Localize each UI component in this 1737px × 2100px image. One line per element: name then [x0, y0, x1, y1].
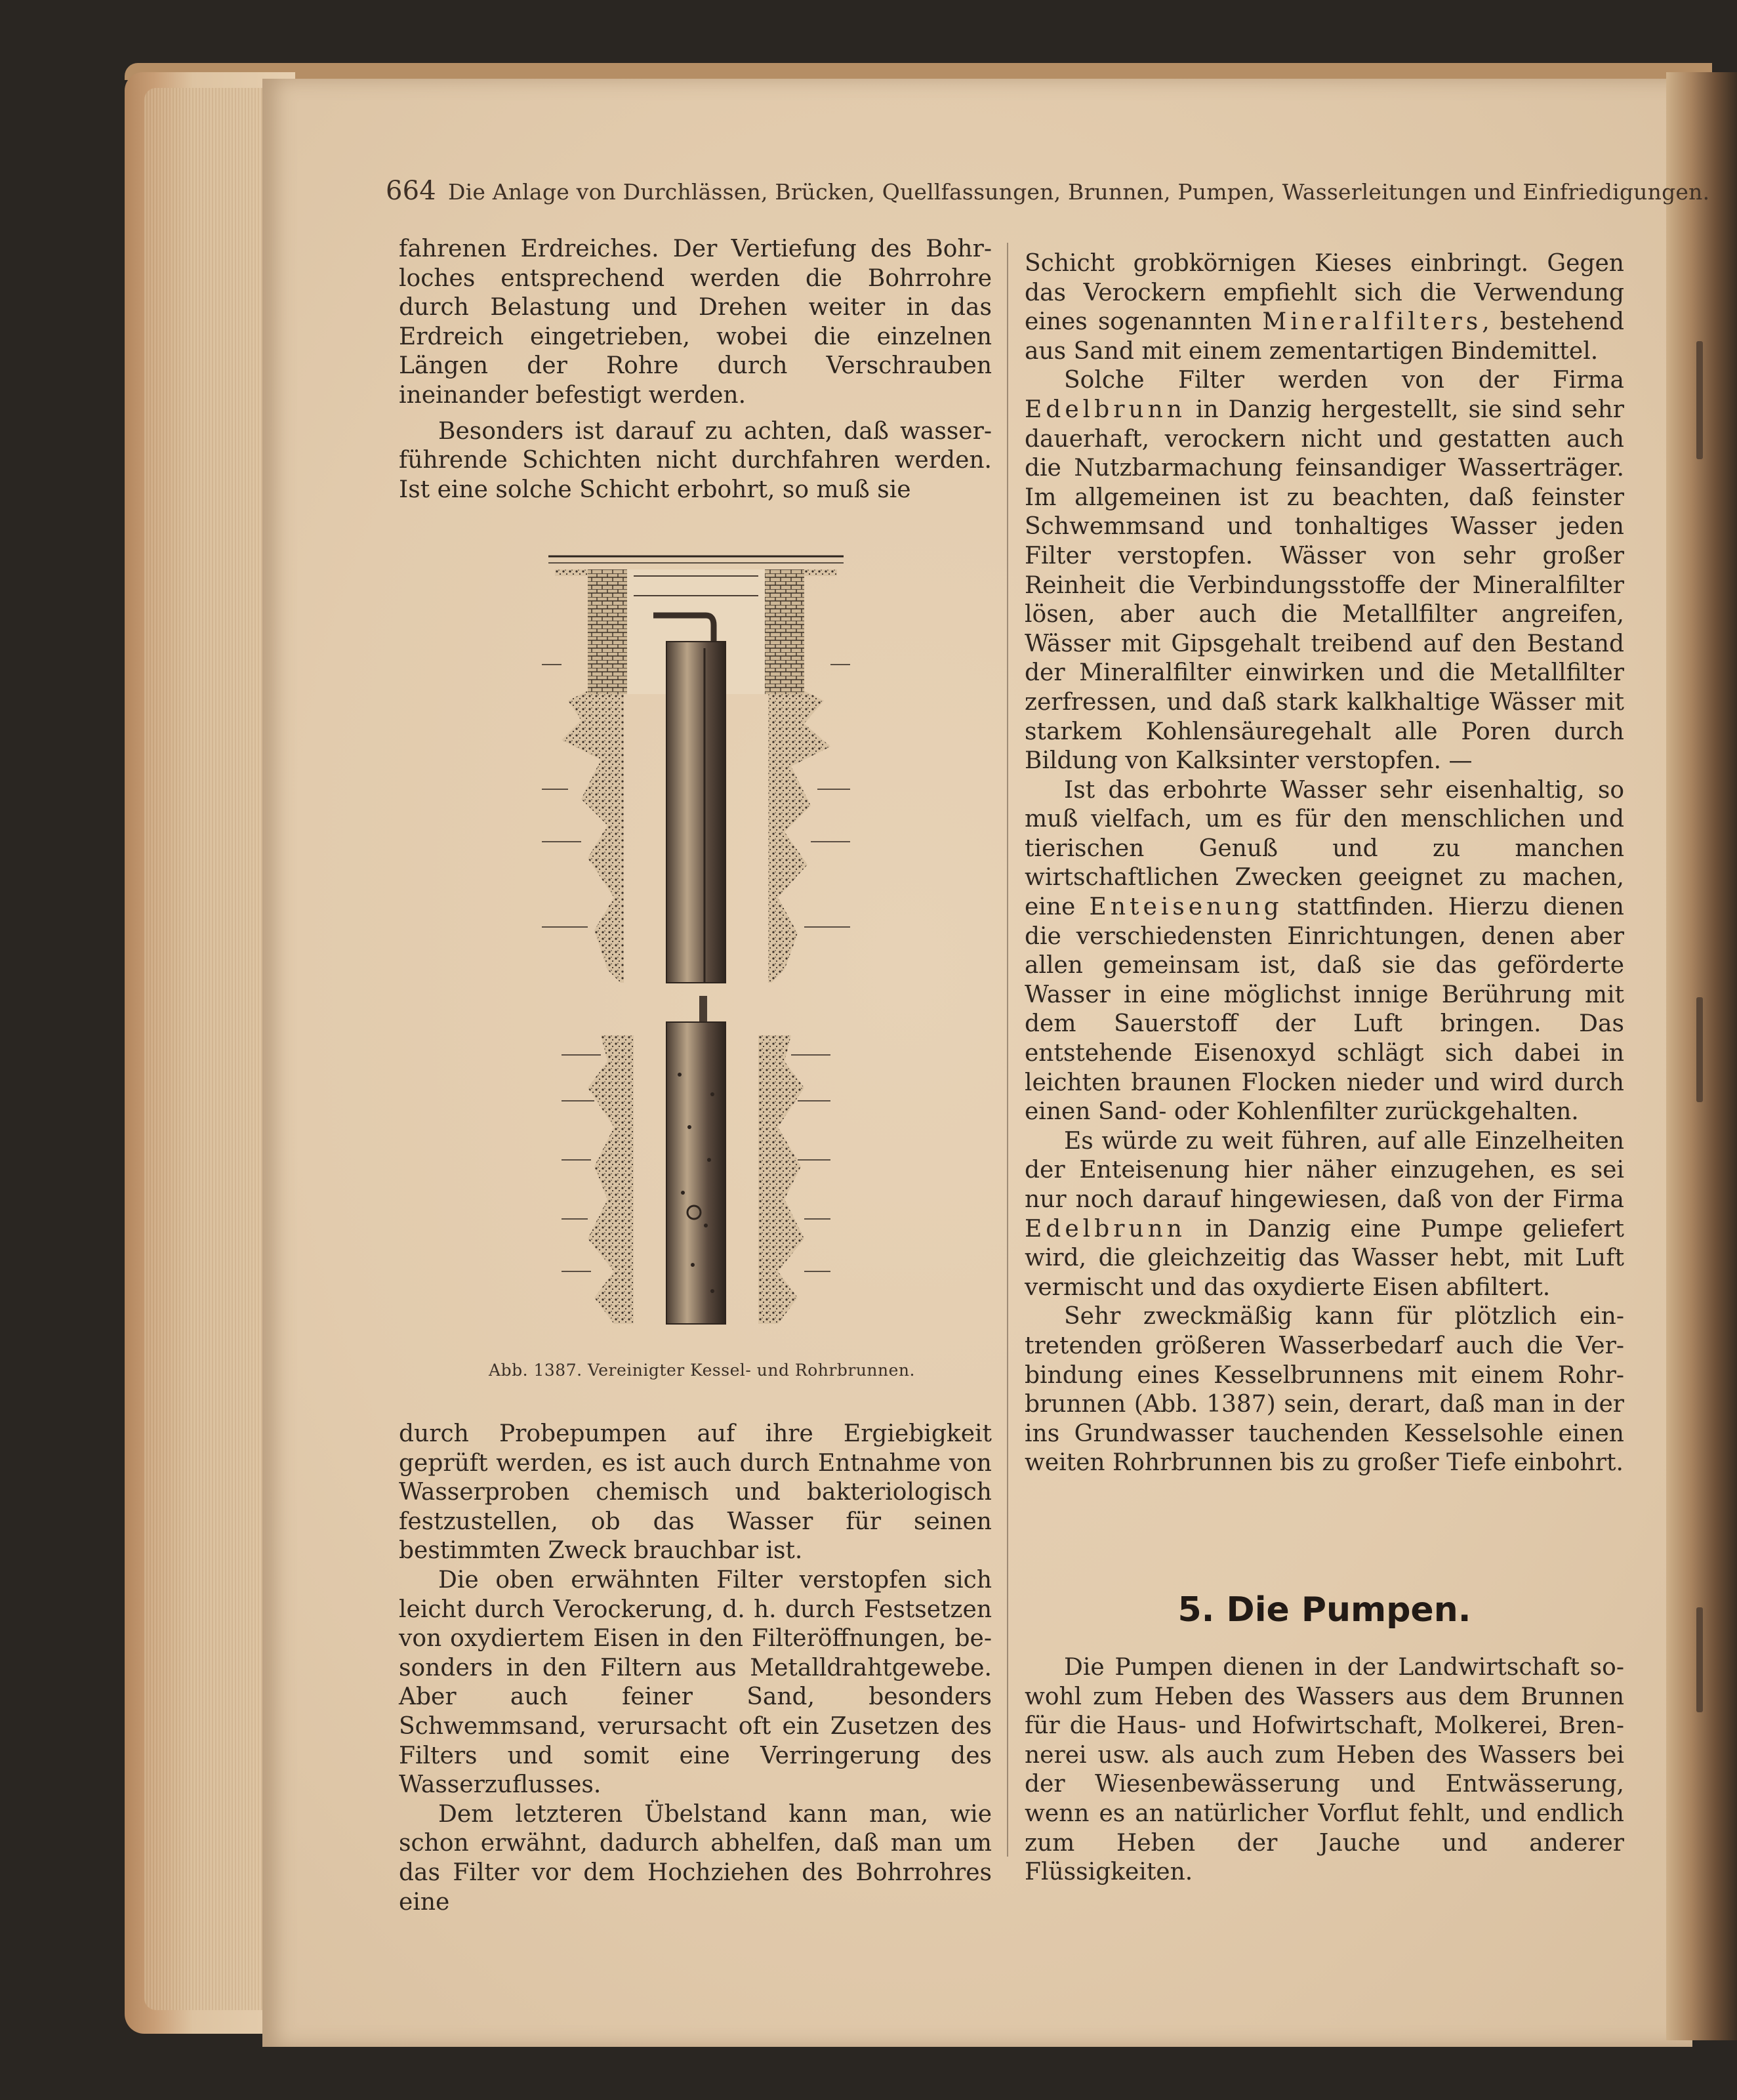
left-column-bottom [399, 1420, 992, 1917]
left-column-top [399, 235, 992, 504]
paragraph: Solche Filter werden von der Firma Edelbrunn in Danzig hergestellt, sie sind sehr dauerhaft, verockern nicht und gestatten auch die Nutzbarmachung feinsandiger Wasserträger. Im allgemeinen ist zu beachten, daß feinster Schwemmsand und tonhaltiges Wasser jeden Filter verstopfen. Wässer von sehr großer Reinheit die Verbindungsstoffe der Mineralfilter lösen, aber auch die Metallfilter angreifen, Wässer mit Gipsgehalt treibend auf den Bestand der Mineralfilter einwirken und die Metallfilter zerfressen, und daß stark kalkhaltige Wässer mit starkem Kohlensäuregehalt alle Poren durch Bildung von Kalksinter verstopfen. — [1025, 367, 1624, 775]
section-title: 5. Die Pumpen. [1177, 1590, 1471, 1630]
paragraph: Schicht grobkörnigen Kieses einbringt. Gegen das Verockern empfiehlt sich die Verwendung eines sogenannten Mineralfilters, bestehend aus Sand mit einem zementartigen Bindemittel. [1025, 250, 1624, 365]
figure-caption: Abb. 1387. Vereinigter Kessel- und Rohrbrunnen. [489, 1361, 915, 1380]
well-diagram-figure [542, 550, 850, 1344]
right-column-bottom [1025, 1653, 1624, 1887]
running-head [386, 176, 1710, 206]
paragraph: Besonders ist darauf zu achten, daß wasserführende Schichten nicht durchfahren werden. Ist eine solche Schicht erbohrt, so muß sie [399, 417, 992, 503]
binding-clip-3 [1696, 1607, 1703, 1712]
brick-wall-right [765, 569, 804, 694]
spaced-term: Edelbrunn [1025, 396, 1186, 423]
spaced-term: Enteisenung [1089, 894, 1283, 921]
soil-left-lower [588, 1035, 634, 1324]
paragraph: Ist das erbohrte Wasser sehr eisenhaltig, so muß vielfach, um es für den menschlichen und tierischen Genuß und zu manchen wirtschaftlichen Zwecken geeignet zu machen, eine Enteisenung stattfinden. Hierzu dienen die verschiedensten Einrichtungen, denen aber allen gemeinsam ist, daß sie das geförderte Wasser in eine möglichst innige Berührung mit dem Sauerstoff der Luft bringen. Das entstehende Eisenoxyd schlägt sich dabei in leichten braunen Flocken nieder und wird durch einen Sand- oder Kohlenfilter zurückgehalten. [1025, 776, 1624, 1126]
book-cover-top-edge [125, 63, 1712, 80]
paragraph: Sehr zweckmäßig kann für plötzlich eintretenden größeren Wasserbedarf auch die Verbindung eines Kesselbrunnens mit einem Rohrbrunnen (Abb. 1387) sein, derart, daß man in der ins Grundwasser tauchenden Kesselsohle einen weiten Rohrbrunnen bis zu großer Tiefe einbohrt. [1025, 1303, 1624, 1477]
paragraph: fahrenen Erdreiches. Der Vertiefung des Bohrloches entsprechend werden die Bohrrohre durch Belastung und Drehen weiter in das Erdreich eingetrieben, wobei die einzelnen Längen der Rohre durch Verschrauben ineinander befestigt werden. [399, 236, 992, 409]
spaced-term: Mineralfilters [1262, 308, 1482, 336]
page-number: 664 [386, 176, 436, 206]
brick-wall-left [588, 569, 627, 694]
paragraph: Es würde zu weit führen, auf alle Einzelheiten der Enteisenung hier näher einzugehen, es sei nur noch darauf hingewiesen, daß von der Firma Edelbrunn in Danzig eine Pumpe geliefert wird, die gleichzeitig das Wasser hebt, mit Luft vermischt und das oxydierte Eisen abfiltert. [1025, 1127, 1624, 1301]
column-divider [1007, 243, 1008, 1857]
soil-right-lower [758, 1035, 804, 1324]
paragraph: Dem letzteren Übelstand kann man, wie schon erwähnt, dadurch abhelfen, daß man um das Filter vor dem Hochziehen des Bohrrohres eine [399, 1800, 992, 1916]
paragraph: Die oben erwähnten Filter verstopfen sich leicht durch Verockerung, d. h. durch Festsetzen von oxydiertem Eisen in den Filteröffnungen, besonders in den Filtern aus Metalldrahtgewebe. Aber auch feiner Sand, besonders Schwemmsand, verursacht oft ein Zusetzen des Filters und somit eine Verringerung des Wasserzuflusses. [399, 1566, 992, 1799]
stacked-leaves [144, 88, 282, 2010]
spaced-term: Edelbrunn [1025, 1215, 1186, 1243]
paragraph: Die Pumpen dienen in der Landwirtschaft sowohl zum Heben des Wassers aus dem Brunnen für die Haus- und Hofwirtschaft, Molkerei, Brennerei usw. als auch zum Heben des Wassers bei der Wiesenbewässerung und Entwässerung, wenn es an natürlicher Vorflut fehlt, und endlich zum Heben der Jauche und anderer Flüssigkeiten. [1025, 1654, 1624, 1886]
surface-lines [548, 556, 844, 563]
binding-clip-1 [1696, 341, 1703, 459]
binding-clip-2 [1696, 997, 1703, 1102]
running-head-title: Die Anlage von Durchlässen, Brücken, Quellfassungen, Brunnen, Pumpen, Wasserleitungen und Einfriedigungen. [447, 179, 1710, 205]
tube-well-casing-lower [666, 1022, 725, 1324]
right-column-top [1025, 249, 1624, 1478]
paragraph: durch Probepumpen auf ihre Ergiebigkeit geprüft werden, es ist auch durch Entnahme von Wasserproben chemisch und bakteriologisch festzustellen, ob das Wasser für seinen bestimmten Zweck brauchbar ist. [399, 1420, 992, 1565]
tube-well-casing-upper [666, 642, 725, 983]
